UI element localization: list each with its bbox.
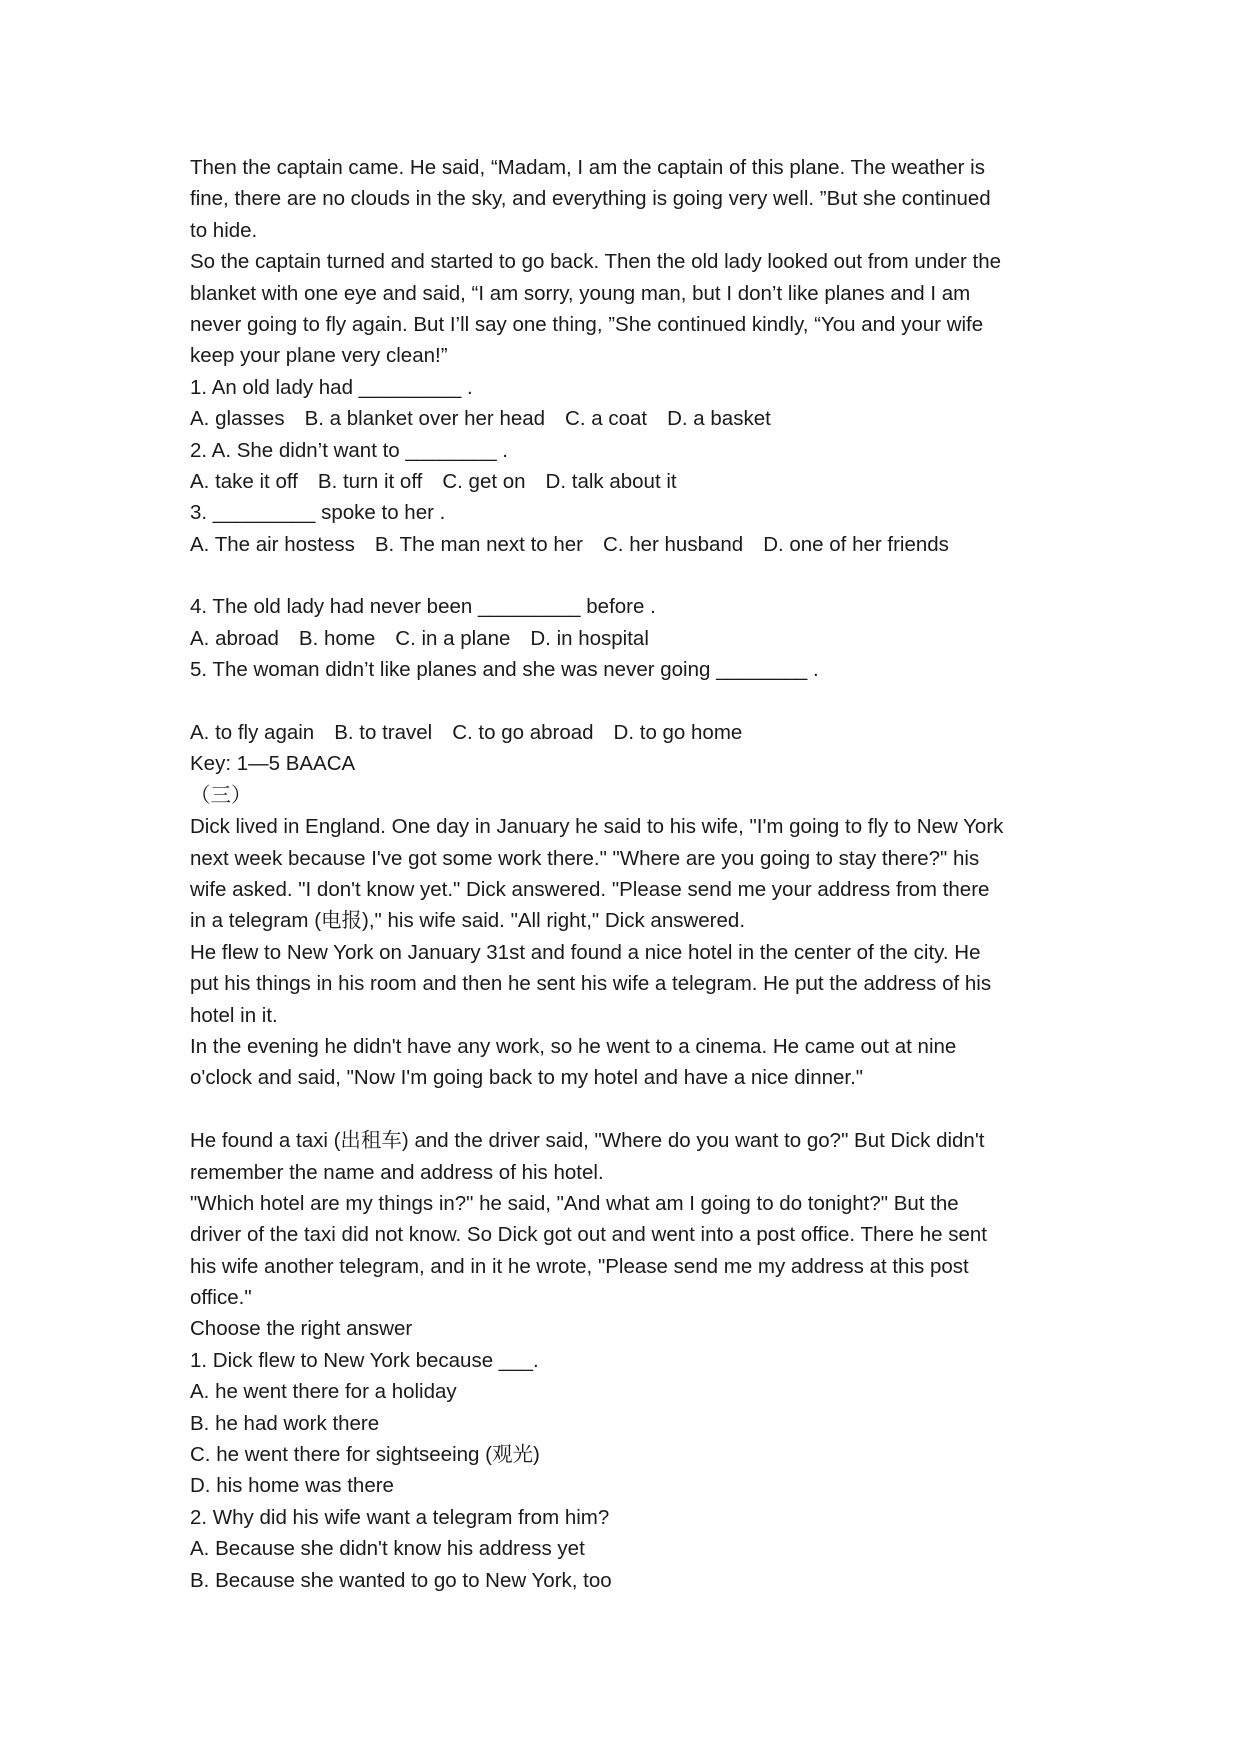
document-page [190, 152, 1070, 1596]
question-stem: 5. The woman didn’t like planes and she was never going ________ . [190, 658, 819, 682]
passage-line: in a telegram (电报)," his wife said. "All right," Dick answered. [190, 909, 746, 933]
question-options [190, 717, 1070, 748]
question-5 [190, 654, 1070, 748]
passage-line: office." [190, 1286, 252, 1310]
passage-line: next week because I've got some work there." "Where are you going to stay there?" his [190, 846, 980, 870]
passage-line: driver of the taxi did not know. So Dick got out and went into a post office. There he sent [190, 1223, 987, 1247]
question-3-1 [190, 1345, 1070, 1502]
section-heading: （三） [190, 783, 252, 807]
question-stem: 1. An old lady had _________ . [190, 375, 473, 399]
option: D. talk about it [545, 469, 677, 493]
question-stem: 3. _________ spoke to her . [190, 501, 446, 525]
option: A. glasses [190, 407, 285, 431]
passage-line: In the evening he didn't have any work, so he went to a cinema. He came out at nine [190, 1034, 957, 1058]
passage-line: hotel in it. [190, 1003, 278, 1027]
option: B. he had work there [190, 1411, 380, 1435]
question-2 [190, 435, 1070, 498]
question-3-2 [190, 1502, 1070, 1596]
option: C. her husband [603, 532, 744, 556]
passage-line: o'clock and said, "Now I'm going back to my hotel and have a nice dinner." [190, 1066, 864, 1090]
instruction: Choose the right answer [190, 1317, 413, 1341]
question-options [190, 466, 1070, 497]
question-options [190, 403, 1070, 434]
option: A. abroad [190, 626, 279, 650]
passage-line: He found a taxi (出租车) and the driver said, "Where do you want to go?" But Dick didn't [190, 1129, 985, 1153]
option: B. The man next to her [374, 532, 583, 556]
passage-line: fine, there are no clouds in the sky, and everything is going very well. ”But she continued [190, 187, 991, 211]
question-stem: 2. A. She didn’t want to ________ . [190, 438, 508, 462]
option: C. in a plane [395, 626, 511, 650]
passage-line: keep your plane very clean!” [190, 344, 448, 368]
option: A. he went there for a holiday [190, 1380, 457, 1404]
passage-line: Then the captain came. He said, “Madam, I am the captain of this plane. The weather is [190, 156, 985, 179]
passage-line: wife asked. "I don't know yet." Dick answered. "Please send me your address from there [190, 877, 990, 901]
option: B. a blanket over her head [304, 407, 546, 431]
passage-3 [190, 811, 1070, 1313]
passage-line: "Which hotel are my things in?" he said, "And what am I going to do tonight?" But the [190, 1191, 959, 1215]
option: C. get on [442, 469, 526, 493]
option: A. to fly again [190, 721, 315, 745]
option: C. to go abroad [452, 721, 594, 745]
answer-key: Key: 1—5 BAACA [190, 752, 356, 776]
question-options [190, 529, 1070, 560]
question-stem: 2. Why did his wife want a telegram from him? [190, 1505, 610, 1529]
passage-line: So the captain turned and started to go back. Then the old lady looked out from under the [190, 250, 1002, 274]
question-3 [190, 497, 1070, 560]
spacer [190, 686, 1070, 717]
passage-line: his wife another telegram, and in it he wrote, "Please send me my address at this post [190, 1254, 969, 1278]
passage-line: Dick lived in England. One day in January he said to his wife, "I'm going to fly to New York [190, 815, 1004, 839]
option: B. Because she wanted to go to New York, too [190, 1568, 612, 1592]
option: A. Because she didn't know his address yet [190, 1537, 585, 1561]
question-1 [190, 372, 1070, 435]
spacer [190, 560, 1070, 591]
option: D. in hospital [530, 626, 649, 650]
passage-line: blanket with one eye and said, “I am sorry, young man, but I don’t like planes and I am [190, 281, 971, 305]
passage-line: He flew to New York on January 31st and found a nice hotel in the center of the city. He [190, 940, 981, 964]
question-stem: 4. The old lady had never been _________ before . [190, 595, 656, 619]
option: B. to travel [334, 721, 433, 745]
option: B. turn it off [317, 469, 423, 493]
question-4 [190, 591, 1070, 654]
question-stem: 1. Dick flew to New York because ___. [190, 1348, 539, 1372]
passage-2 [190, 152, 1070, 372]
passage-line: never going to fly again. But I’ll say one thing, ”She continued kindly, “You and your wife [190, 312, 984, 336]
option: C. he went there for sightseeing (观光) [190, 1443, 540, 1467]
option: A. take it off [190, 469, 298, 493]
passage-line: remember the name and address of his hotel. [190, 1160, 604, 1184]
option: D. a basket [667, 407, 771, 431]
option: D. one of her friends [763, 532, 949, 556]
question-options [190, 623, 1070, 654]
option: D. to go home [613, 721, 743, 745]
option: C. a coat [565, 407, 648, 431]
passage-line: to hide. [190, 218, 258, 242]
passage-line: put his things in his room and then he sent his wife a telegram. He put the address of his [190, 972, 992, 996]
spacer [190, 1094, 1070, 1125]
option: B. home [298, 626, 376, 650]
option: A. The air hostess [190, 532, 355, 556]
option: D. his home was there [190, 1474, 394, 1498]
